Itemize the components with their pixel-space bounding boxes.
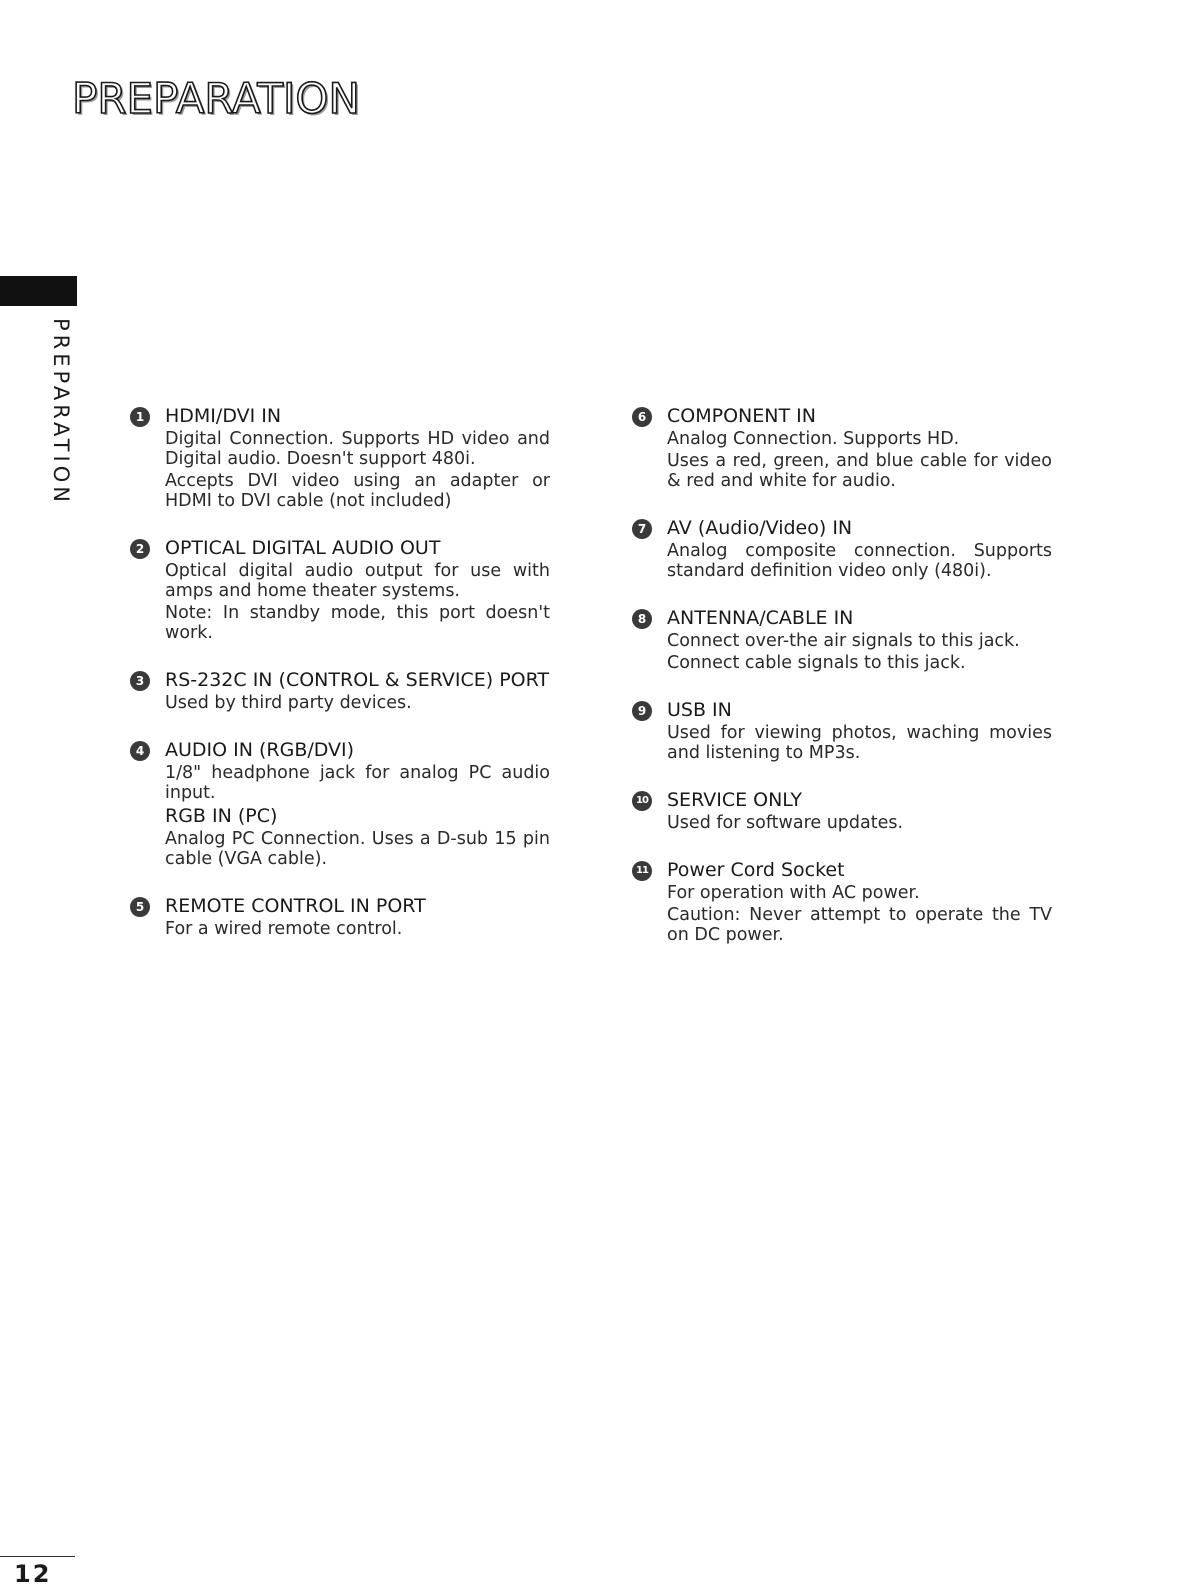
item-title: AUDIO IN (RGB/DVI)	[165, 739, 355, 761]
number-badge-icon: 3	[130, 671, 150, 691]
item-title: Power Cord Socket	[667, 859, 845, 881]
number-badge-icon: 2	[130, 539, 150, 559]
left-column	[130, 405, 550, 939]
list-item	[130, 405, 550, 511]
item-title: OPTICAL DIGITAL AUDIO OUT	[165, 537, 441, 559]
item-title: ANTENNA/CABLE IN	[667, 607, 854, 629]
item-text: Note: In standby mode, this port doesn't work.	[165, 603, 550, 643]
list-item	[632, 859, 1052, 945]
number-badge-icon: 7	[632, 519, 652, 539]
list-item	[632, 789, 1052, 833]
list-item	[130, 537, 550, 643]
list-item	[632, 517, 1052, 581]
item-text: Used for viewing photos, waching movies and listening to MP3s.	[667, 723, 1052, 763]
right-column	[632, 405, 1052, 945]
item-text: 1/8" headphone jack for analog PC audio input.	[165, 763, 550, 803]
item-text: Caution: Never attempt to operate the TV on DC power.	[667, 905, 1052, 945]
list-item	[632, 699, 1052, 763]
section-tab-marker	[0, 276, 77, 306]
footer-divider	[0, 1556, 75, 1557]
item-text: Digital Connection. Supports HD video and Digital audio. Doesn't support 480i.	[165, 429, 550, 469]
list-item	[130, 669, 550, 713]
page-number: 12	[14, 1560, 52, 1588]
item-text: Analog Connection. Supports HD.	[667, 429, 960, 449]
item-text: Used by third party devices.	[165, 693, 412, 713]
item-title: RS-232C IN (CONTROL & SERVICE) PORT	[165, 669, 550, 691]
item-text: Uses a red, green, and blue cable for video & red and white for audio.	[667, 451, 1052, 491]
item-text: Analog PC Connection. Uses a D-sub 15 pin cable (VGA cable).	[165, 829, 550, 869]
item-title: AV (Audio/Video) IN	[667, 517, 853, 539]
item-subtitle: RGB IN (PC)	[165, 805, 278, 827]
number-badge-icon: 11	[632, 861, 652, 881]
list-item	[632, 607, 1052, 673]
list-item	[130, 739, 550, 869]
number-badge-icon: 4	[130, 741, 150, 761]
item-title: REMOTE CONTROL IN PORT	[165, 895, 426, 917]
number-badge-icon: 5	[130, 897, 150, 917]
list-item	[632, 405, 1052, 491]
item-text: Optical digital audio output for use with amps and home theater systems.	[165, 561, 550, 601]
number-badge-icon: 8	[632, 609, 652, 629]
item-title: USB IN	[667, 699, 732, 721]
number-badge-icon: 10	[632, 791, 652, 811]
item-title: HDMI/DVI IN	[165, 405, 282, 427]
item-text: Connect over-the air signals to this jack.	[667, 631, 1020, 651]
number-badge-icon: 6	[632, 407, 652, 427]
number-badge-icon: 1	[130, 407, 150, 427]
page-title: PREPARATION	[72, 74, 360, 123]
item-text: Analog composite connection. Supports standard definition video only (480i).	[667, 541, 1052, 581]
item-title: SERVICE ONLY	[667, 789, 802, 811]
item-text: Accepts DVI video using an adapter or HDMI to DVI cable (not included)	[165, 471, 550, 511]
section-side-label: PREPARATION	[49, 318, 73, 506]
list-item	[130, 895, 550, 939]
item-title: COMPONENT IN	[667, 405, 816, 427]
item-text: Connect cable signals to this jack.	[667, 653, 966, 673]
item-text: For a wired remote control.	[165, 919, 403, 939]
number-badge-icon: 9	[632, 701, 652, 721]
item-text: For operation with AC power.	[667, 883, 920, 903]
item-text: Used for software updates.	[667, 813, 904, 833]
